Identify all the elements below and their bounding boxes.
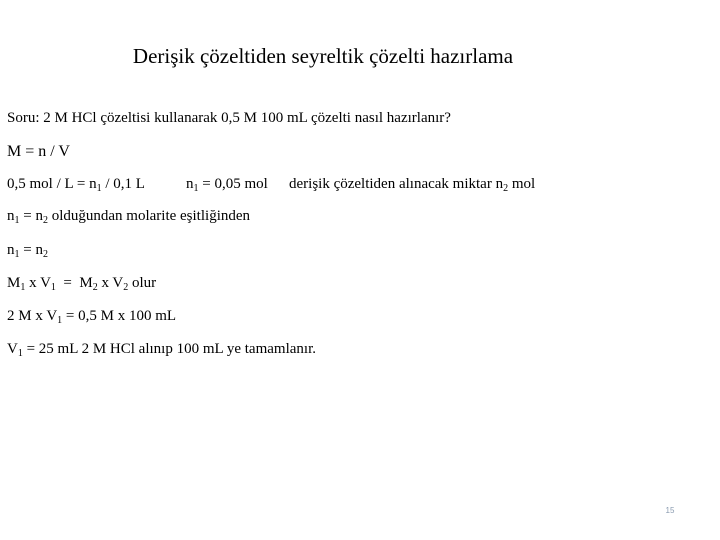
step1-result: $n_1 = 0,05$ mol — [186, 176, 268, 194]
step1-line — [7, 174, 707, 196]
step5-line: 2 M x $V_1 = 0,5$ M x 100 mL — [7, 308, 177, 326]
step3-line: $n_1 = n_2$ — [7, 242, 48, 260]
step4-line: $M_1$ x $V_1 = M_2$ x $V_2$ olur — [7, 275, 157, 293]
page-number: 15 — [665, 506, 675, 515]
page-title: Derişik çözeltiden seyreltik çözelti hazırlama — [132, 44, 514, 68]
formula-line: M = n / V — [7, 143, 70, 160]
step1-note: derişik çözeltiden alınacak miktar $n_2$ mol — [289, 176, 536, 194]
step1-equation: 0,5 mol / $L = n_1 / 0,1$ L — [7, 176, 145, 194]
step2-line: $n_1 = n_2$ olduğundan molarite eşitliğinden — [7, 208, 251, 226]
question-line: Soru: 2 M HCl çözeltisi kullanarak 0,5 M 100 mL çözelti nasıl hazırlanır? — [7, 110, 451, 126]
step6-line: $V_1 = 25$ mL 2 M HCl alınıp 100 mL ye tamamlanır. — [7, 341, 316, 359]
